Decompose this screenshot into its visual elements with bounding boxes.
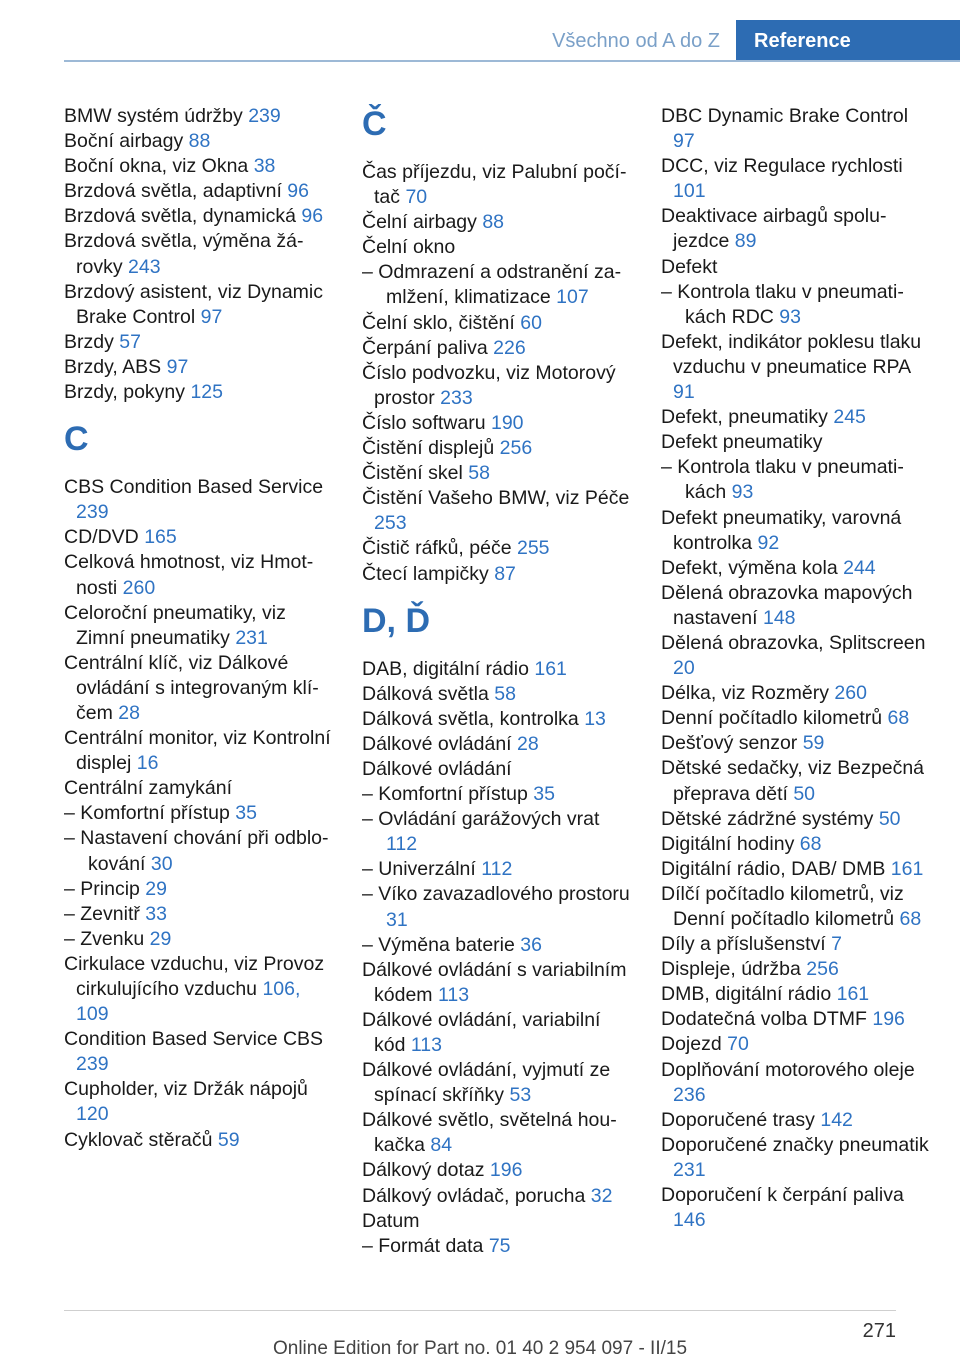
index-entry — [362, 361, 634, 411]
index-entry — [661, 1058, 933, 1108]
entry-text: Odmrazení a odstranění zamlžení, klimatizace — [378, 261, 622, 309]
page-reference-link[interactable]: 113 — [437, 983, 470, 1006]
index-subentry — [362, 882, 634, 932]
entry-text: Dětské sedačky, viz Bezpečná přeprava dětí — [661, 757, 925, 805]
page-reference-link[interactable]: 35 — [533, 783, 555, 806]
index-entry — [661, 1133, 933, 1183]
index-entry — [362, 1184, 634, 1209]
page-number: 271 — [862, 1320, 896, 1342]
index-entry — [64, 1128, 336, 1153]
page-reference-link[interactable]: 96 — [287, 180, 309, 203]
entry-text: Čas příjezdu, viz Palubní počítač — [362, 161, 627, 209]
entry-text: Čistění displejů — [362, 437, 495, 460]
index-subentry — [661, 280, 933, 330]
page-reference-link[interactable]: 91 — [673, 381, 695, 404]
entry-text: Dělená obrazovka mapových nastavení — [661, 581, 913, 629]
index-entry — [362, 160, 634, 210]
entry-text: Defekt, výměna kola — [661, 556, 838, 579]
page-reference-link[interactable]: 28 — [118, 701, 140, 724]
page-reference-link[interactable]: 165 — [144, 526, 177, 549]
entry-text: Dálkové ovládání s variabilním kódem — [362, 958, 627, 1006]
index-entry — [64, 330, 336, 355]
entry-text: Formát data — [378, 1234, 484, 1257]
index-column-3 — [661, 104, 933, 1233]
page-reference-link[interactable]: 190 — [490, 411, 524, 434]
page-reference-link[interactable]: 50 — [793, 782, 816, 805]
page-reference-link[interactable]: 253 — [374, 512, 407, 535]
entry-text: Dálková světla — [362, 682, 489, 705]
index-entry — [64, 229, 336, 279]
page-reference-link[interactable]: 148 — [762, 606, 796, 629]
index-letter-heading: D, Ď — [362, 601, 430, 640]
index-entry — [64, 154, 336, 179]
entry-text: Boční okna, viz Okna — [64, 155, 249, 178]
index-entry — [661, 556, 933, 581]
page-reference-link[interactable]: 239 — [248, 105, 281, 127]
entry-text: CD/DVD — [64, 526, 139, 549]
index-entry — [661, 1183, 933, 1233]
entry-text: Doporučení k čerpání paliva — [661, 1184, 904, 1207]
page-reference-link[interactable]: 68 — [899, 908, 922, 930]
entry-text: Defekt pneumatiky, varovná kontrolka — [661, 506, 902, 554]
entry-text: Cirkulace vzduchu, viz Provoz cirkulujícího vzduchu — [64, 952, 325, 1000]
entry-text: Boční airbagy — [64, 130, 184, 153]
entry-text: Brzdy, pokyny — [64, 381, 186, 404]
index-entry — [64, 1077, 336, 1127]
page-reference-link[interactable]: 93 — [779, 305, 801, 328]
page-reference-link[interactable]: 112 — [481, 858, 513, 881]
entry-text: Displeje, údržba — [661, 958, 801, 981]
index-entry — [362, 1209, 634, 1234]
page-reference-link[interactable]: 97 — [673, 130, 695, 153]
index-entry — [362, 1058, 634, 1108]
page-reference-link[interactable]: 87 — [494, 562, 516, 585]
entry-text: Dálkové ovládání, vyjmutí ze spínací skříňky — [362, 1059, 611, 1107]
footer-rule — [64, 1310, 896, 1311]
page-reference-link[interactable]: 84 — [430, 1134, 453, 1157]
page-reference-link[interactable]: 256 — [806, 958, 839, 981]
index-entry — [661, 832, 933, 857]
page-reference-link[interactable]: 36 — [520, 933, 542, 956]
entry-text: DAB, digitální rádio — [362, 657, 529, 680]
index-subentry — [661, 455, 933, 505]
index-subentry — [362, 857, 634, 882]
entry-text: Ovládání garážových vrat — [378, 808, 600, 831]
index-entry — [661, 255, 933, 280]
index-entry — [64, 726, 336, 776]
index-entry — [362, 436, 634, 461]
entry-text: Dálková světla, kontrolka — [362, 707, 579, 730]
index-entry — [64, 380, 336, 405]
page-reference-link[interactable]: 107 — [556, 286, 589, 309]
page-reference-link[interactable]: 68 — [887, 707, 910, 730]
entry-text: Čelní sklo, čištění — [362, 311, 515, 334]
entry-text: Doporučené trasy — [661, 1108, 815, 1131]
page-reference-link[interactable]: 97 — [200, 305, 223, 328]
index-column-1 — [64, 104, 336, 1153]
page-reference-link[interactable]: 70 — [727, 1033, 749, 1056]
entry-text: Celoroční pneumatiky, viz Zimní pneumatiky — [64, 601, 286, 649]
entry-text: Číslo softwaru — [362, 411, 486, 434]
entry-text: DCC, viz Regulace rychlosti — [661, 155, 903, 178]
page-reference-link[interactable]: 32 — [590, 1184, 613, 1207]
entry-text: Dělená obrazovka, Splitscreen — [661, 631, 926, 654]
page-reference-link[interactable]: 75 — [488, 1234, 511, 1257]
page-reference-link[interactable]: 33 — [145, 902, 167, 925]
entry-text: Dálkové ovládání, variabilní kód — [362, 1008, 601, 1056]
page-reference-link[interactable]: 16 — [136, 752, 159, 775]
entry-text: Kontrola tlaku v pneumatikách RDC — [677, 280, 904, 328]
entry-text: Čistění skel — [362, 462, 463, 485]
index-entry — [362, 235, 634, 260]
entry-text: Deaktivace airbagů spolujezdce — [661, 205, 887, 253]
page-reference-link[interactable]: 161 — [534, 657, 567, 680]
entry-text: Čtecí lampičky — [362, 562, 489, 585]
entry-text: Doplňování motorového oleje — [661, 1058, 915, 1081]
index-entry — [362, 657, 634, 682]
page-reference-link[interactable]: 142 — [820, 1108, 853, 1131]
page-reference-link[interactable]: 161 — [836, 983, 870, 1006]
entry-text: Denní počítadlo kilometrů — [661, 707, 883, 730]
entry-text: Datum — [362, 1209, 420, 1232]
index-entry — [661, 882, 933, 932]
index-entry — [64, 204, 336, 229]
index-entry — [362, 336, 634, 361]
entry-text: Defekt, pneumatiky — [661, 406, 828, 429]
entry-text: BMW systém údržby — [64, 105, 243, 127]
index-entry — [661, 756, 933, 806]
entry-text: Zevnitř — [80, 902, 140, 925]
entry-text: Dálkový dotaz — [362, 1159, 485, 1182]
page-reference-link[interactable]: 233 — [440, 386, 473, 409]
page-reference-link[interactable]: 60 — [520, 311, 542, 334]
index-entry — [362, 461, 634, 486]
entry-text: Kontrola tlaku v pneumatikách — [677, 456, 904, 504]
page-reference-link[interactable]: 196 — [872, 1008, 905, 1031]
entry-text: Dálkové světlo, světelná houkačka — [362, 1109, 617, 1157]
page-reference-link[interactable]: 70 — [405, 186, 428, 209]
page-reference-link[interactable]: 7 — [831, 933, 843, 956]
page-reference-link[interactable]: 89 — [734, 230, 757, 253]
page-reference-link[interactable]: 161 — [890, 857, 924, 880]
entry-text: Brzdová světla, adaptivní — [64, 180, 282, 203]
index-entry — [661, 1007, 933, 1032]
index-subentry — [362, 933, 634, 958]
entry-text: Dálkový ovládač, porucha — [362, 1184, 586, 1207]
index-entry — [362, 682, 634, 707]
index-letter-heading: C — [64, 420, 89, 459]
page-reference-link[interactable]: 35 — [235, 802, 257, 825]
entry-text: Defekt — [661, 255, 718, 278]
page-reference-link[interactable]: 38 — [253, 155, 276, 178]
index-entry — [661, 932, 933, 957]
entry-text: Čerpání paliva — [362, 336, 488, 359]
index-entry — [661, 581, 933, 631]
index-entry — [64, 952, 336, 1027]
page-reference-link[interactable]: 256 — [499, 437, 533, 460]
index-entry — [64, 776, 336, 801]
page-reference-link[interactable]: 113 — [410, 1034, 442, 1056]
entry-text: Brzdy, ABS — [64, 355, 162, 378]
index-entry — [64, 1027, 336, 1077]
index-entry — [362, 536, 634, 561]
page-reference-link[interactable]: 120 — [76, 1103, 109, 1126]
index-subentry — [64, 826, 336, 876]
index-entry — [362, 311, 634, 336]
index-entry — [661, 154, 933, 204]
entry-text: Dodatečná volba DTMF — [661, 1008, 867, 1031]
entry-text: Defekt, indikátor poklesu tlaku vzduchu v pneumatice RPA — [661, 330, 922, 378]
page-reference-link[interactable]: 236 — [673, 1083, 706, 1106]
page-reference-link[interactable]: 231 — [235, 626, 268, 649]
entry-text: Defekt pneumatiky — [661, 431, 823, 454]
page-reference-link[interactable]: 106, 109 — [76, 978, 301, 1026]
page-reference-link[interactable]: 245 — [833, 406, 866, 429]
entry-text: DMB, digitální rádio — [661, 983, 832, 1006]
index-entry — [362, 732, 634, 757]
index-entry — [362, 486, 634, 536]
page-reference-link[interactable]: 97 — [166, 355, 189, 378]
index-subentry — [64, 927, 336, 952]
index-entry — [362, 1108, 634, 1158]
page-reference-link[interactable]: 196 — [489, 1159, 523, 1182]
page-reference-link[interactable]: 58 — [494, 682, 516, 705]
index-entry — [661, 506, 933, 556]
entry-text: Condition Based Service CBS — [64, 1028, 324, 1051]
index-entry — [661, 330, 933, 405]
entry-text: Brzdový asistent, viz Dynamic Brake Control — [64, 280, 323, 328]
entry-text: Centrální monitor, viz Kontrolní displej — [64, 727, 331, 775]
entry-text: Dešťový senzor — [661, 732, 798, 755]
entry-text: Nastavení chování při odblokování — [80, 827, 329, 875]
entry-text: Čistění Vašeho BMW, viz Péče — [362, 487, 630, 510]
entry-text: Cyklovač stěračů — [64, 1128, 213, 1151]
entry-text: DBC Dynamic Brake Control — [661, 105, 909, 127]
page-reference-link[interactable]: 239 — [76, 1053, 109, 1076]
entry-text: Čelní okno — [362, 236, 456, 259]
page-reference-link[interactable]: 260 — [834, 682, 867, 705]
page-reference-link[interactable]: 59 — [217, 1128, 240, 1151]
entry-text: Brzdy — [64, 330, 114, 353]
index-entry — [661, 405, 933, 430]
entry-text: Centrální klíč, viz Dálkové ovládání s integrovaným klíčem — [64, 651, 319, 724]
index-subentry — [64, 801, 336, 826]
edition-line: Online Edition for Part no. 01 40 2 954 097 - II/15 — [272, 1338, 688, 1359]
index-entry — [362, 958, 634, 1008]
page-reference-link[interactable]: 28 — [517, 732, 539, 755]
index-entry — [64, 104, 336, 129]
page-reference-link[interactable]: 20 — [673, 657, 695, 680]
index-entry — [661, 857, 933, 882]
entry-text: Doporučené značky pneumatik — [661, 1133, 929, 1156]
index-entry — [661, 1032, 933, 1057]
index-entry — [661, 430, 933, 455]
entry-text: Brzdová světla, dynamická — [64, 205, 296, 228]
index-subentry — [362, 807, 634, 857]
page-reference-link[interactable]: 255 — [516, 537, 550, 560]
index-entry — [362, 757, 634, 782]
index-letter-heading: Č — [362, 105, 387, 143]
index-entry — [661, 204, 933, 254]
index-entry — [64, 179, 336, 204]
entry-text: Komfortní přístup — [80, 802, 230, 825]
entry-text: Čelní airbagy — [362, 211, 477, 234]
page-reference-link[interactable]: 88 — [188, 130, 211, 153]
page-reference-link[interactable]: 112 — [386, 833, 418, 856]
index-entry — [661, 104, 933, 154]
page-reference-link[interactable]: 93 — [731, 481, 754, 504]
page-reference-link[interactable]: 58 — [468, 462, 490, 485]
index-entry — [661, 681, 933, 706]
entry-text: Dojezd — [661, 1033, 722, 1056]
index-column-2 — [362, 104, 634, 1259]
page-reference-link[interactable]: 244 — [843, 556, 876, 579]
index-subentry — [64, 877, 336, 902]
index-entry — [64, 280, 336, 330]
entry-text: Dálkové ovládání — [362, 732, 512, 755]
header-reference-tab: Reference — [736, 20, 960, 62]
page-reference-link[interactable]: 29 — [145, 877, 167, 900]
index-entry — [64, 475, 336, 525]
entry-text: Brzdová světla, výměna žárovky — [64, 230, 304, 278]
page-reference-link[interactable]: 226 — [493, 336, 526, 359]
index-entry — [661, 982, 933, 1007]
index-entry — [362, 1158, 634, 1183]
entry-text: Komfortní přístup — [378, 783, 528, 806]
entry-text: Celková hmotnost, viz Hmotnosti — [64, 551, 314, 599]
page-reference-link[interactable]: 125 — [190, 381, 223, 404]
entry-text: Zvenku — [80, 927, 145, 950]
page-reference-link[interactable]: 231 — [673, 1158, 706, 1181]
index-entry — [64, 129, 336, 154]
index-entry — [661, 807, 933, 832]
entry-text: Číslo podvozku, viz Motorový prostor — [362, 361, 616, 409]
page-reference-link[interactable]: 31 — [386, 908, 408, 931]
index-subentry — [362, 1234, 634, 1259]
entry-text: Princip — [80, 877, 140, 900]
page-header — [0, 0, 960, 62]
page-reference-link[interactable]: 13 — [584, 707, 606, 730]
index-entry — [362, 1008, 634, 1058]
index-entry — [661, 706, 933, 731]
index-entry — [64, 355, 336, 380]
page-reference-link[interactable]: 29 — [149, 927, 172, 950]
entry-text: Délka, viz Rozměry — [661, 682, 829, 705]
index-entry — [64, 550, 336, 600]
entry-text: Dětské zádržné systémy — [661, 807, 874, 830]
index-entry — [661, 1108, 933, 1133]
entry-text: Centrální zamykání — [64, 777, 232, 800]
entry-text: Dálkové ovládání — [362, 757, 512, 780]
entry-text: Univerzální — [378, 858, 476, 881]
entry-text: Čistič ráfků, péče — [362, 537, 512, 560]
entry-text: Dílčí počítadlo kilometrů, viz Denní počítadlo kilometrů — [661, 882, 904, 930]
index-entry — [64, 601, 336, 651]
index-entry — [362, 707, 634, 732]
page-reference-link[interactable]: 260 — [122, 576, 156, 599]
index-entry — [362, 411, 634, 436]
page-reference-link[interactable]: 53 — [509, 1084, 532, 1107]
index-subentry — [64, 902, 336, 927]
page-reference-link[interactable]: 88 — [482, 211, 505, 234]
entry-text: Digitální hodiny — [661, 832, 795, 855]
entry-text: Digitální rádio, DAB/ DMB — [661, 857, 886, 880]
entry-text: Víko zavazadlového prostoru — [378, 883, 630, 906]
index-entry — [661, 631, 933, 681]
index-subentry — [362, 260, 634, 310]
page-reference-link[interactable]: 50 — [878, 807, 901, 830]
index-entry — [362, 562, 634, 587]
index-entry — [661, 731, 933, 756]
page-reference-link[interactable]: 96 — [301, 205, 324, 228]
entry-text: CBS Condition Based Service — [64, 476, 324, 499]
index-entry — [64, 525, 336, 550]
index-entry — [362, 210, 634, 235]
page-reference-link[interactable]: 92 — [757, 531, 780, 554]
page-reference-link[interactable]: 57 — [119, 330, 141, 353]
page-reference-link[interactable]: 59 — [802, 732, 825, 755]
index-subentry — [362, 782, 634, 807]
entry-text: Cupholder, viz Držák nápojů — [64, 1078, 308, 1101]
page-footer — [0, 1310, 960, 1362]
entry-text: Díly a příslušenství — [661, 933, 826, 956]
page-reference-link[interactable]: 146 — [673, 1209, 706, 1232]
entry-text: Výměna baterie — [378, 933, 515, 956]
page-reference-link[interactable]: 30 — [150, 852, 173, 875]
page-reference-link[interactable]: 243 — [128, 255, 161, 278]
page-reference-link[interactable]: 101 — [673, 180, 706, 203]
page-reference-link[interactable]: 68 — [799, 832, 822, 855]
index-entry — [64, 651, 336, 726]
index-entry — [661, 957, 933, 982]
page-reference-link[interactable]: 239 — [76, 501, 109, 524]
header-rule — [64, 60, 960, 62]
header-section-title: Všechno od A do Z — [552, 30, 720, 52]
